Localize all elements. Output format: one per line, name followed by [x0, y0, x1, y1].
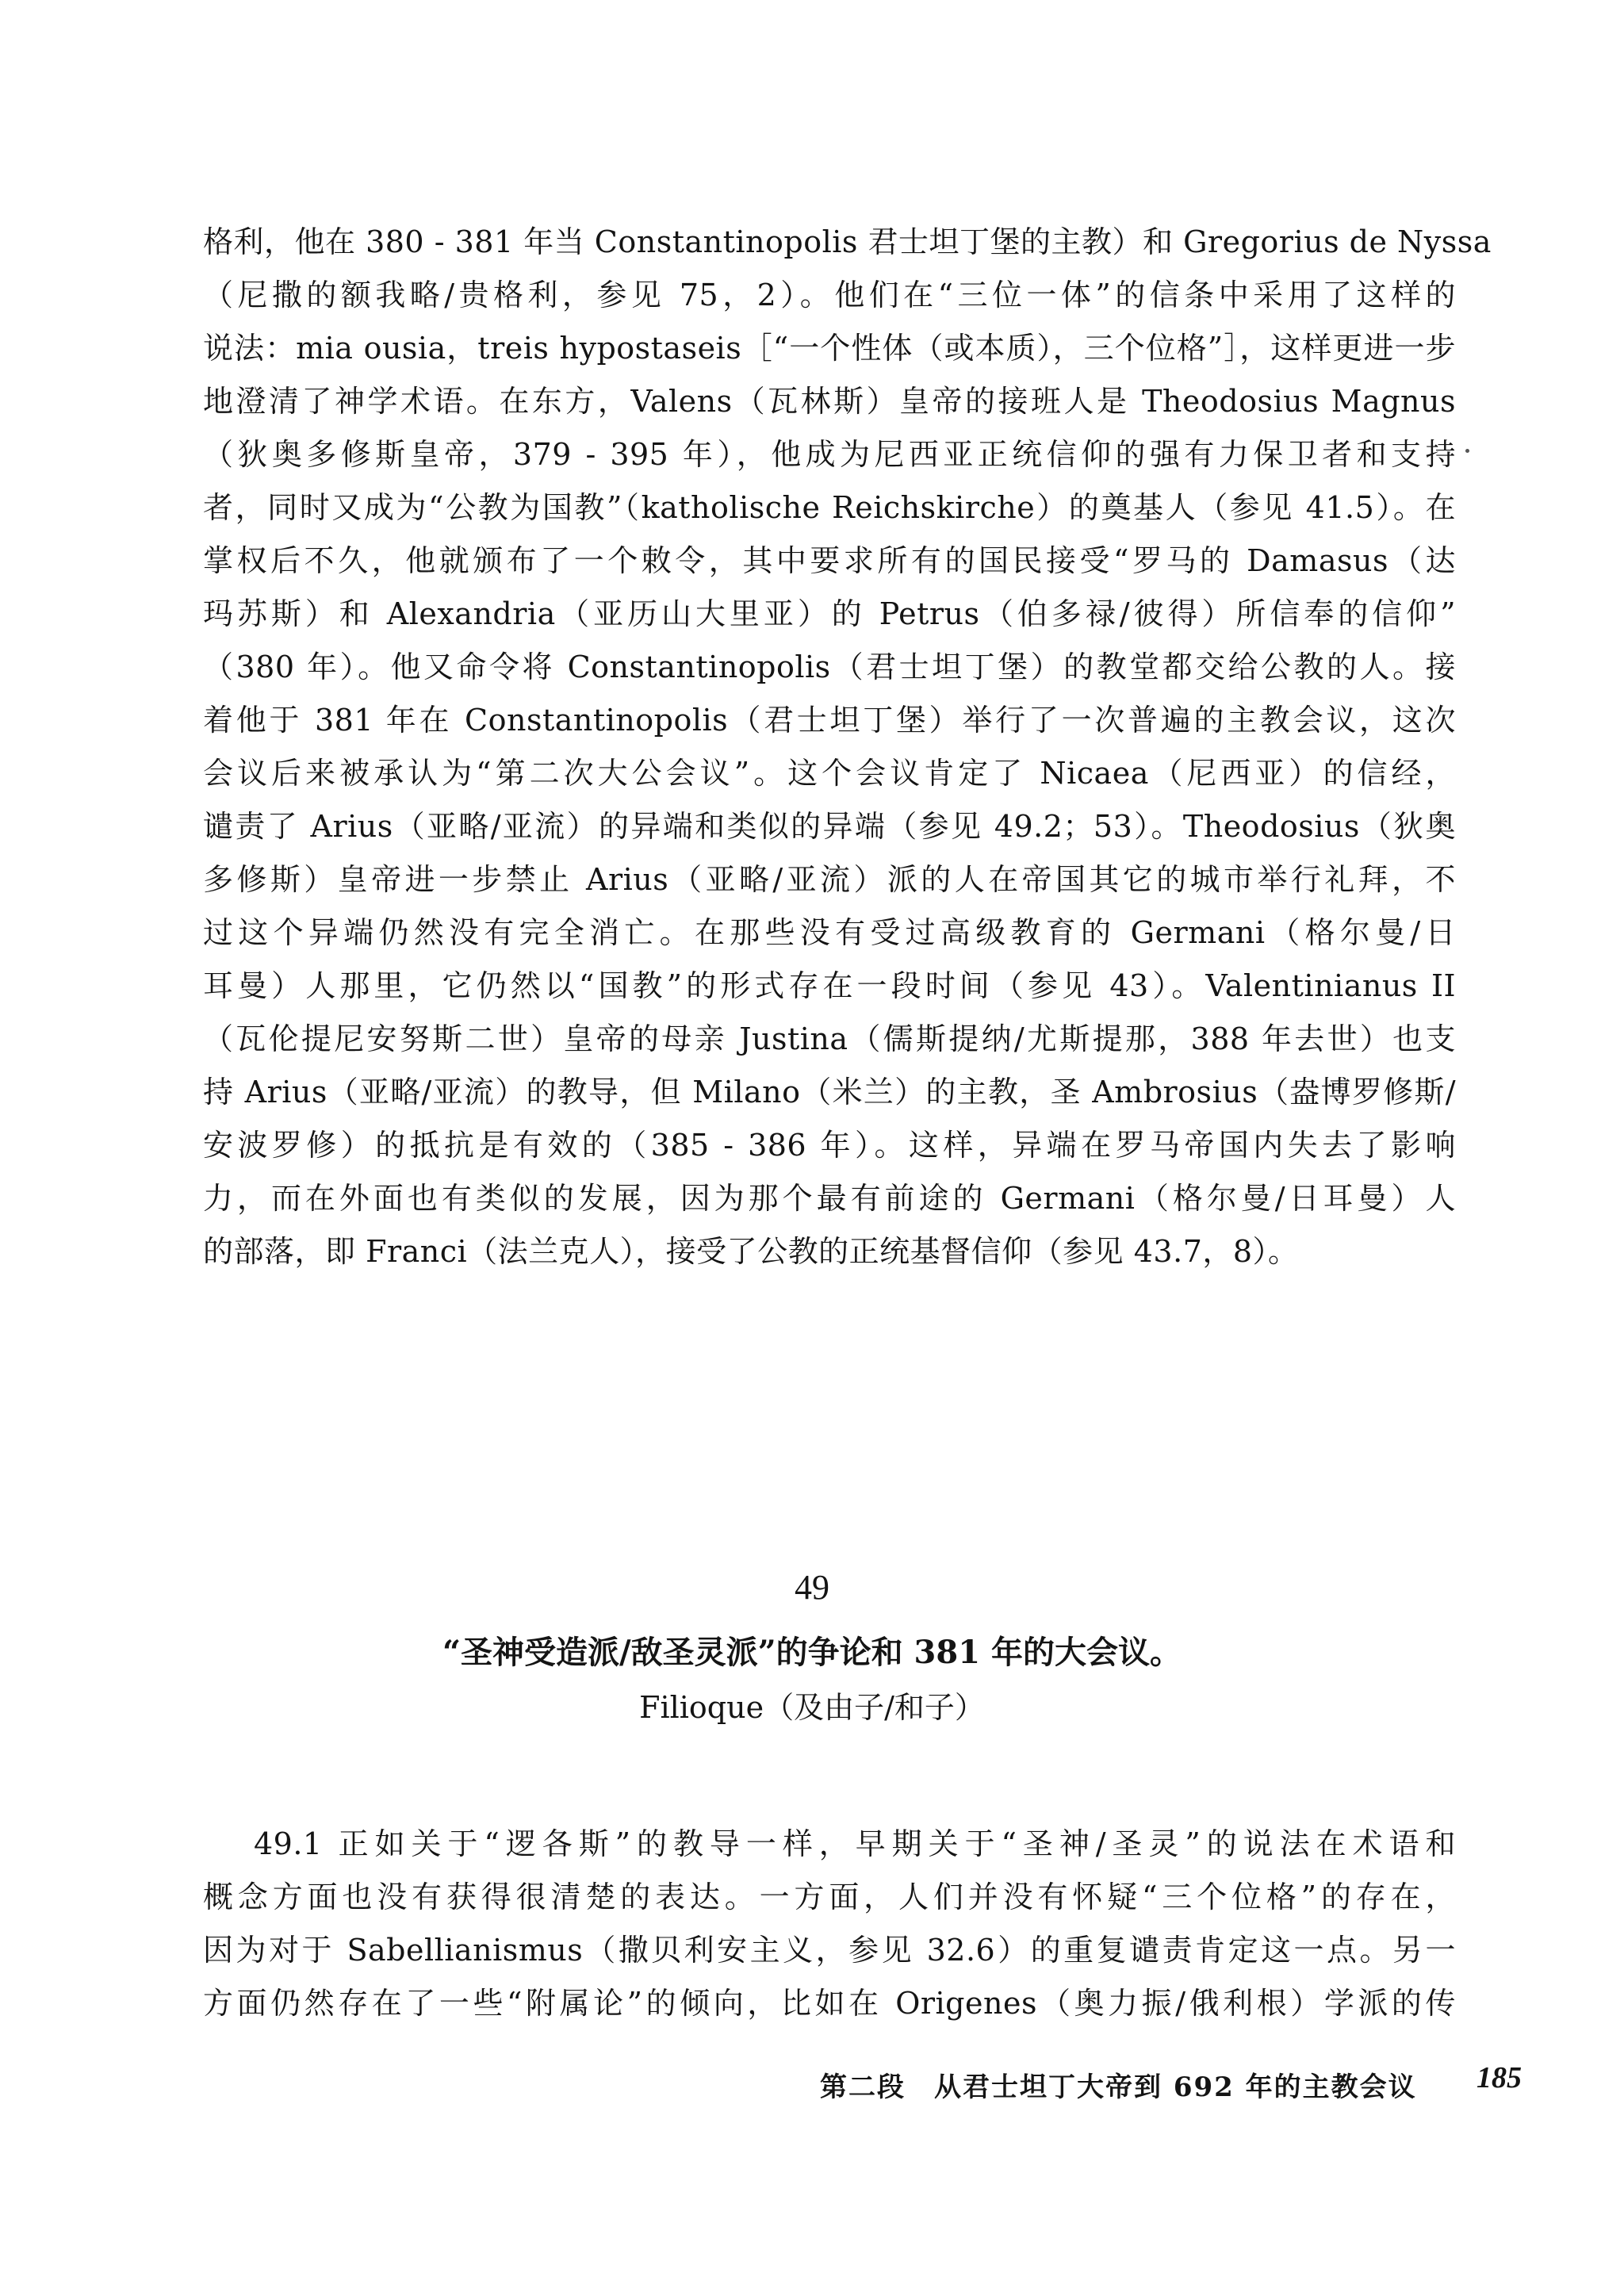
- body-paragraph-2: [203, 1818, 1456, 2030]
- text-line: 概念方面也没有获得很清楚的表达。一方面，人们并没有怀疑“三个位格”的存在，: [203, 1880, 1456, 1914]
- scan-speck: [1465, 449, 1469, 453]
- text-line: （瓦伦提尼安努斯二世）皇帝的母亲 Justina（儒斯提纳/尤斯提那，388 年去世）也支: [203, 1021, 1456, 1056]
- text-line: 方面仍然存在了一些“附属论”的倾向，比如在 Origenes（奥力振/俄利根）学派的传: [203, 1986, 1456, 2021]
- text-line: 玛苏斯）和 Alexandria（亚历山大里亚）的 Petrus（伯多禄/彼得）所信奉的信仰”: [203, 596, 1456, 631]
- text-line: 安波罗修）的抵抗是有效的（385 - 386 年）。这样，异端在罗马帝国内失去了影响: [203, 1128, 1456, 1163]
- text-line: 着他于 381 年在 Constantinopolis（君士坦丁堡）举行了一次普遍的主教会议，这次: [203, 703, 1456, 738]
- text-line: 说法：mia ousia，treis hypostaseis［“一个性体（或本质），三个位格”］，这样更进一步: [203, 331, 1456, 366]
- text-line: 谴责了 Arius（亚略/亚流）的异端和类似的异端（参见 49.2；53）。Theodosius（狄奥: [203, 809, 1456, 844]
- text-line: （狄奥多修斯皇帝，379 - 395 年），他成为尼西亚正统信仰的强有力保卫者和支持: [203, 437, 1456, 472]
- text-line: 地澄清了神学术语。在东方，Valens（瓦林斯）皇帝的接班人是 Theodosius Magnus: [203, 384, 1456, 419]
- text-line: 过这个异端仍然没有完全消亡。在那些没有受过高级教育的 Germani（格尔曼/日: [203, 915, 1456, 950]
- text-line: （380 年）。他又命令将 Constantinopolis（君士坦丁堡）的教堂都交给公教的人。接: [203, 650, 1456, 684]
- text-line: 耳曼）人那里，它仍然以“国教”的形式存在一段时间（参见 43）。Valentinianus II: [203, 968, 1456, 1003]
- running-footer: 第二段 从君士坦丁大帝到 692 年的主教会议: [820, 2071, 1417, 2103]
- page-number: 185: [1477, 2061, 1522, 2094]
- body-paragraph-1: [203, 216, 1492, 1278]
- text-line: 因为对于 Sabellianismus（撒贝利安主义，参见 32.6）的重复谴责肯定这一点。另一: [203, 1933, 1456, 1968]
- text-line: 多修斯）皇帝进一步禁止 Arius（亚略/亚流）派的人在帝国其它的城市举行礼拜，不: [203, 862, 1456, 897]
- section-subtitle: Filioque（及由子/和子）: [639, 1690, 985, 1725]
- text-line: 的部落，即 Franci（法兰克人），接受了公教的正统基督信仰（参见 43.7，8）。: [203, 1234, 1299, 1269]
- text-line: 力，而在外面也有类似的发展，因为那个最有前途的 Germani（格尔曼/日耳曼）人: [203, 1181, 1456, 1216]
- text-line: 掌权后不久，他就颁布了一个敕令，其中要求所有的国民接受“罗马的 Damasus（达: [203, 543, 1456, 578]
- text-line: 会议后来被承认为“第二次大公会议”。这个会议肯定了 Nicaea（尼西亚）的信经，: [203, 756, 1456, 791]
- text-line: （尼撒的额我略/贵格利，参见 75，2）。他们在“三位一体”的信条中采用了这样的: [203, 278, 1456, 312]
- text-line: 49.1 正如关于“逻各斯”的教导一样，早期关于“圣神/圣灵”的说法在术语和: [254, 1826, 1456, 1861]
- text-line: 持 Arius（亚略/亚流）的教导，但 Milano（米兰）的主教，圣 Ambrosius（盎博罗修斯/: [203, 1075, 1456, 1109]
- section-number: 49: [795, 1568, 829, 1607]
- section-title: “圣神受造派/敌圣灵派”的争论和 381 年的大会议。: [442, 1634, 1182, 1671]
- text-line: 格利，他在 380 - 381 年当 Constantinopolis 君士坦丁堡的主教）和 Gregorius de Nyssa: [203, 224, 1492, 259]
- text-line: 者，同时又成为“公教为国教”（katholische Reichskirche）的奠基人（参见 41.5）。在: [203, 490, 1456, 525]
